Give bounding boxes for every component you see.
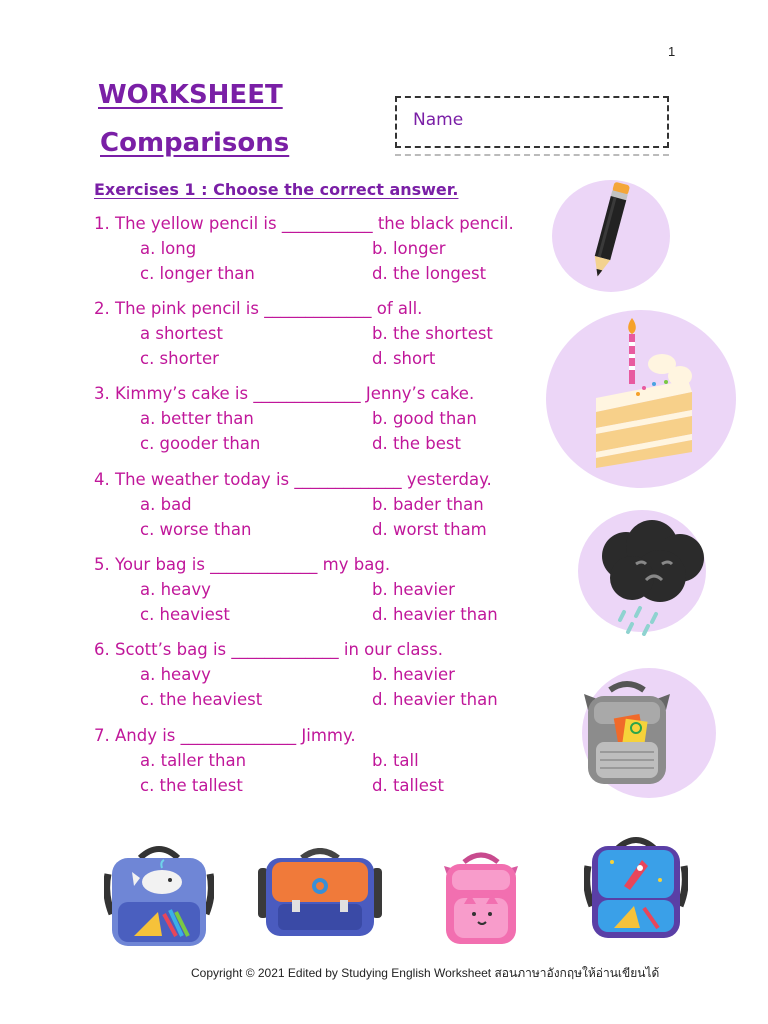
option-a[interactable]: a. taller than xyxy=(140,751,247,770)
option-b[interactable]: b. good than xyxy=(372,409,477,428)
worksheet-title: WORKSHEET xyxy=(98,80,283,110)
question-text: 7. Andy is ______________ Jimmy. xyxy=(94,726,356,745)
name-label: Name xyxy=(413,110,464,130)
option-b[interactable]: b. bader than xyxy=(372,495,484,514)
question-6 xyxy=(94,638,554,712)
exercise-heading: Exercises 1 : Choose the correct answer. xyxy=(94,180,459,199)
pink-cat-backpack-icon xyxy=(440,852,522,946)
option-a[interactable]: a shortest xyxy=(140,324,223,343)
question-text: 2. The pink pencil is _____________ of all. xyxy=(94,299,423,318)
option-b[interactable]: b. heavier xyxy=(372,580,455,599)
option-c[interactable]: c. shorter xyxy=(140,349,219,368)
question-2 xyxy=(94,297,554,371)
option-a[interactable]: a. heavy xyxy=(140,580,211,599)
question-text: 1. The yellow pencil is ___________ the black pencil. xyxy=(94,214,514,233)
option-a[interactable]: a. long xyxy=(140,239,197,258)
question-3 xyxy=(94,382,554,456)
page-number: 1 xyxy=(668,44,676,59)
question-5 xyxy=(94,553,554,627)
question-1 xyxy=(94,212,554,286)
option-d[interactable]: d. heavier than xyxy=(372,605,498,624)
question-text: 5. Your bag is _____________ my bag. xyxy=(94,555,391,574)
name-box-divider xyxy=(395,154,669,156)
whale-backpack-icon xyxy=(104,844,214,948)
option-a[interactable]: a. bad xyxy=(140,495,192,514)
orange-bag-icon xyxy=(258,848,382,940)
copyright-footer: Copyright © 2021 Edited by Studying English Worksheet สอนภาษาอังกฤษให้อ่านเขียนได้ xyxy=(191,966,660,980)
option-c[interactable]: c. longer than xyxy=(140,264,255,283)
rocket-backpack-icon xyxy=(584,836,688,940)
option-c[interactable]: c. the heaviest xyxy=(140,690,263,709)
option-c[interactable]: c. worse than xyxy=(140,520,252,539)
option-d[interactable]: d. short xyxy=(372,349,436,368)
option-b[interactable]: b. the shortest xyxy=(372,324,493,343)
gray-backpack-icon xyxy=(574,680,680,788)
worksheet-subtitle: Comparisons xyxy=(100,128,290,158)
option-c[interactable]: c. the tallest xyxy=(140,776,243,795)
option-d[interactable]: d. tallest xyxy=(372,776,444,795)
option-a[interactable]: a. heavy xyxy=(140,665,211,684)
pencil-icon xyxy=(580,178,640,282)
name-field[interactable] xyxy=(395,96,669,148)
question-4 xyxy=(94,468,554,542)
question-text: 4. The weather today is _____________ yesterday. xyxy=(94,470,492,489)
question-text: 6. Scott’s bag is _____________ in our class. xyxy=(94,640,443,659)
option-d[interactable]: d. worst tham xyxy=(372,520,487,539)
option-d[interactable]: d. the longest xyxy=(372,264,487,283)
question-7 xyxy=(94,724,554,798)
option-b[interactable]: b. tall xyxy=(372,751,419,770)
rain-cloud-icon xyxy=(594,516,712,636)
option-c[interactable]: c. heaviest xyxy=(140,605,230,624)
question-text: 3. Kimmy’s cake is _____________ Jenny’s cake. xyxy=(94,384,475,403)
birthday-cake-icon xyxy=(592,318,696,470)
option-b[interactable]: b. heavier xyxy=(372,665,455,684)
option-d[interactable]: d. heavier than xyxy=(372,690,498,709)
option-b[interactable]: b. longer xyxy=(372,239,446,258)
option-c[interactable]: c. gooder than xyxy=(140,434,261,453)
option-d[interactable]: d. the best xyxy=(372,434,461,453)
option-a[interactable]: a. better than xyxy=(140,409,254,428)
